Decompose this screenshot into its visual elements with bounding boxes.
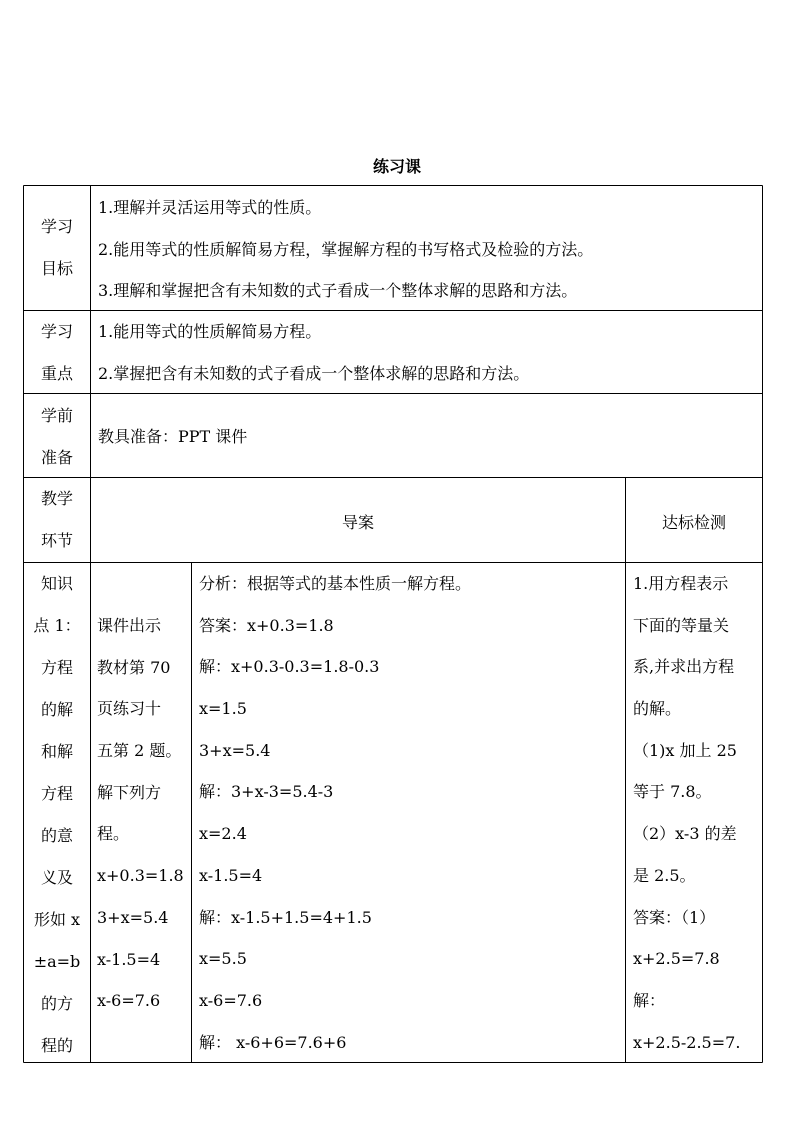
knowledge-label-line: 方程 [40, 658, 73, 677]
check-line: （1)x 加上 25 [633, 740, 737, 760]
section-label [24, 478, 90, 562]
keypoints-list [98, 311, 529, 394]
prep-text: 教具准备：PPT 课件 [98, 427, 248, 446]
analysis-line: 解：x-1.5+1.5=4+1.5 [199, 907, 372, 927]
section-label-line: 教学 [40, 489, 73, 508]
keypoints-label-line: 学习 [40, 322, 73, 341]
analysis-line: 答案：x+0.3=1.8 [199, 615, 334, 635]
material-column [97, 605, 184, 1022]
analysis-line: x-1.5=4 [199, 865, 263, 885]
goal-item: 3.理解和掌握把含有未知数的式子看成一个整体求解的思路和方法。 [98, 281, 578, 301]
check-column [633, 563, 740, 1063]
analysis-column [199, 563, 471, 1063]
goals-label-line: 学习 [40, 217, 73, 236]
analysis-line: x=1.5 [199, 699, 247, 719]
material-line: 课件出示 [97, 616, 162, 635]
check-line: 解： [633, 990, 666, 1010]
material-line: 3+x=5.4 [97, 907, 169, 927]
knowledge-label-line: 程的 [40, 1036, 73, 1055]
knowledge-label-line: 点 1： [33, 616, 81, 635]
keypoints-label-line: 重点 [40, 364, 73, 383]
check-line: x+2.5=7.8 [633, 949, 720, 969]
material-line: x-6=7.6 [97, 991, 161, 1011]
check-line: 等于 7.8。 [633, 782, 712, 802]
knowledge-label-line: 的解 [40, 700, 73, 719]
knowledge-label-line: 的意 [40, 826, 73, 845]
check-line: 1.用方程表示 [633, 574, 729, 593]
knowledge-label-line: 形如 x [33, 910, 81, 929]
keypoint-item: 2.掌握把含有未知数的式子看成一个整体求解的思路和方法。 [98, 363, 530, 383]
knowledge-label-line: 方程 [40, 784, 73, 803]
section-label-line: 环节 [40, 531, 73, 550]
knowledge-label [24, 563, 90, 1067]
goals-label-line: 目标 [40, 259, 73, 278]
check-line: 系,并求出方程 [633, 657, 735, 677]
material-line: 解下列方 [97, 782, 162, 802]
analysis-line: 分析：根据等式的基本性质一解方程。 [199, 574, 472, 593]
prep-label [24, 395, 90, 479]
knowledge-label-line: 的方 [40, 994, 73, 1013]
goal-item: 2.能用等式的性质解简易方程，掌握解方程的书写格式及检验的方法。 [98, 239, 594, 259]
analysis-line: 3+x=5.4 [199, 740, 271, 760]
page-title: 练习课 [372, 157, 421, 176]
material-line: x+0.3=1.8 [97, 866, 184, 886]
check-line: x+2.5-2.5=7. [633, 1032, 741, 1052]
keypoints-label [24, 311, 90, 395]
material-line: 五第 2 题。 [97, 741, 182, 761]
check-line: 答案：（1） [633, 907, 716, 927]
check-line: 下面的等量关 [633, 615, 730, 635]
material-line: x-1.5=4 [97, 949, 161, 969]
analysis-line: 解： x-6+6=7.6+6 [199, 1032, 347, 1052]
guide-header: 导案 [341, 513, 374, 532]
analysis-line: x=5.5 [199, 949, 247, 969]
check-line: 是 2.5。 [633, 865, 696, 885]
analysis-line: x-6=7.6 [199, 990, 263, 1010]
check-header: 达标检测 [661, 513, 726, 532]
material-line: 程。 [97, 824, 130, 844]
goals-list [98, 187, 593, 312]
knowledge-label-line: 义及 [40, 868, 73, 887]
knowledge-label-line: 知识 [40, 574, 73, 593]
material-line: 页练习十 [97, 699, 162, 719]
check-line: 的解。 [633, 699, 682, 719]
material-line: 教材第 70 [97, 657, 171, 677]
prep-label-line: 学前 [40, 406, 73, 425]
prep-label-line: 准备 [40, 448, 73, 467]
goals-label [24, 206, 90, 290]
knowledge-label-line: ±a=b [33, 952, 81, 971]
knowledge-label-line: 和解 [40, 742, 73, 761]
analysis-line: 解：3+x-3=5.4-3 [199, 782, 334, 802]
analysis-line: 解：x+0.3-0.3=1.8-0.3 [199, 657, 380, 677]
keypoint-item: 1.能用等式的性质解简易方程。 [98, 322, 322, 341]
check-line: （2）x-3 的差 [633, 824, 737, 844]
goal-item: 1.理解并灵活运用等式的性质。 [98, 198, 322, 217]
analysis-line: x=2.4 [199, 824, 247, 844]
